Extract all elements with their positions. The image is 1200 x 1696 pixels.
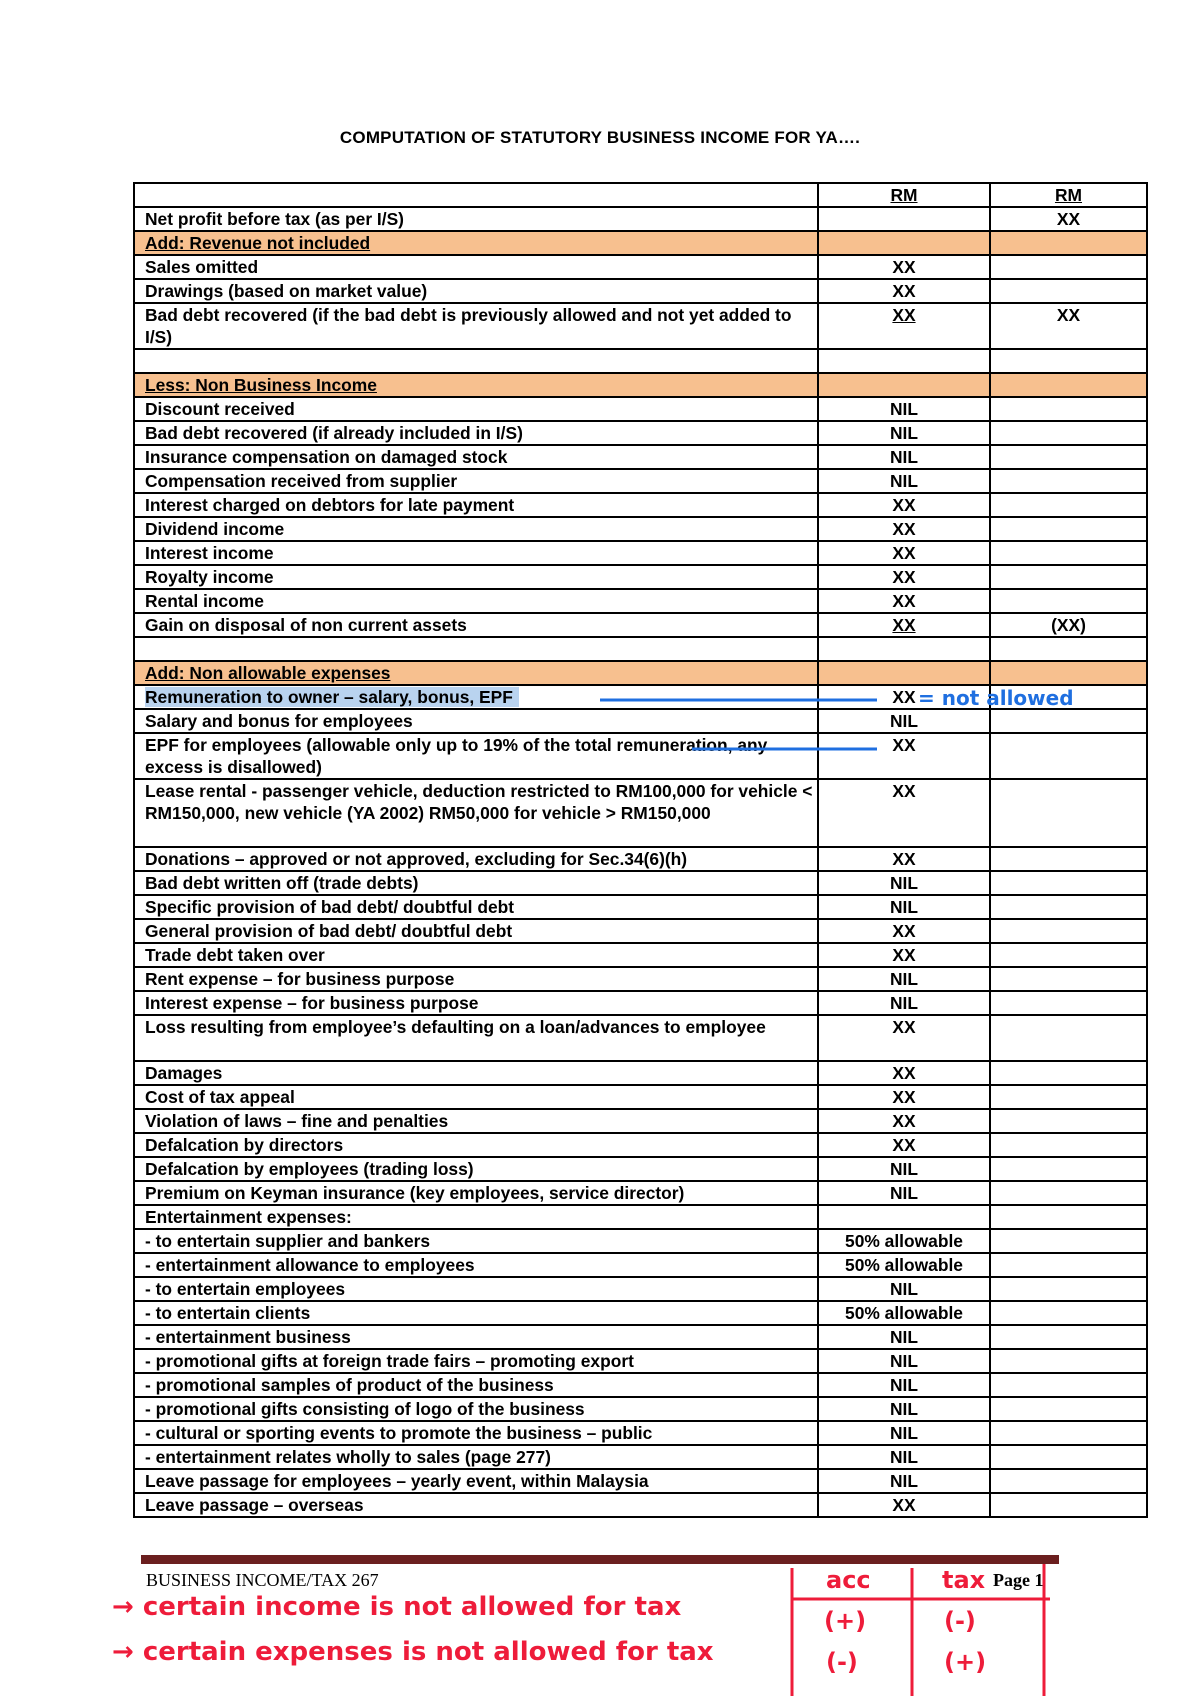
row-description-text: Loss resulting from employee’s defaulting on a loan/advances to employee: [145, 1017, 766, 1037]
row-amount-value: XX: [892, 921, 916, 941]
row-total-rm: (XX): [990, 613, 1147, 637]
row-amount-value: XX: [892, 1087, 916, 1107]
row-description-text: EPF for employees (allowable only up to 19% of the total remuneration, any excess is disallowed): [145, 735, 768, 777]
row-description-text: - to entertain clients: [145, 1303, 311, 1323]
row-description-text: - entertainment relates wholly to sales (page 277): [145, 1447, 551, 1467]
row-description-text: Interest charged on debtors for late payment: [145, 495, 515, 515]
row-description-text: Defalcation by employees (trading loss): [145, 1159, 474, 1179]
handwritten-not-allowed-note: = not allowed: [918, 686, 1074, 710]
row-amount-value: XX: [892, 519, 916, 539]
row-amount-value: XX: [892, 1495, 916, 1515]
row-amount-value: XX: [892, 1063, 916, 1083]
row-description-text: - promotional gifts at foreign trade fairs – promoting export: [145, 1351, 634, 1371]
row-description-text: Defalcation by directors: [145, 1135, 344, 1155]
row-description-text: Salary and bonus for employees: [145, 711, 413, 731]
row-description-text: Leave passage – overseas: [145, 1495, 364, 1515]
row-amount-value: NIL: [889, 1279, 918, 1299]
row-description-text: Gain on disposal of non current assets: [145, 615, 467, 635]
row-amount-value: NIL: [889, 399, 918, 419]
row-amount-value: 50% allowable: [845, 1231, 963, 1251]
row-description-text: Bad debt recovered (if the bad debt is previously allowed and not yet added to I/S): [145, 305, 792, 347]
row-amount-value: XX: [892, 945, 916, 965]
row-description-text: Rental income: [145, 591, 264, 611]
row-description-text: Dividend income: [145, 519, 285, 539]
row-description-text: - to entertain supplier and bankers: [145, 1231, 431, 1251]
row-amount-value: NIL: [889, 1423, 918, 1443]
row-amount-value: XX: [892, 591, 916, 611]
row-amount-value: NIL: [889, 1327, 918, 1347]
row-amount-value: NIL: [889, 873, 918, 893]
handwritten-tax-plus: (+): [944, 1648, 987, 1676]
row-description-text: Compensation received from supplier: [145, 471, 458, 491]
row-total-rm: XX: [990, 207, 1147, 231]
row-amount-value: NIL: [889, 1471, 918, 1491]
row-amount-value: NIL: [889, 1447, 918, 1467]
row-description-text: Insurance compensation on damaged stock: [145, 447, 508, 467]
row-description-text: - cultural or sporting events to promote the business – public: [145, 1423, 653, 1443]
handwritten-tax-heading: tax: [942, 1566, 986, 1594]
row-amount-value: XX: [892, 1017, 916, 1037]
footer-rule: [141, 1555, 1059, 1564]
row-description-text: Lease rental - passenger vehicle, deduction restricted to RM100,000 for vehicle < RM150,000, new vehicle (YA 2002) RM50,000 for vehicle > RM150,000: [145, 781, 813, 823]
handwritten-note-income: → certain income is not allowed for tax: [112, 1592, 682, 1622]
row-description-text: Drawings (based on market value): [145, 281, 428, 301]
handwritten-acc-minus: (-): [826, 1648, 858, 1676]
row-amount-value: NIL: [889, 1351, 918, 1371]
section-header-label: Less: Non Business Income: [134, 373, 818, 397]
row-amount-value: NIL: [889, 711, 918, 731]
row-description-text: Premium on Keyman insurance (key employees, service director): [145, 1183, 685, 1203]
row-description-text: - to entertain employees: [145, 1279, 346, 1299]
footer-course-label: BUSINESS INCOME/TAX 267: [146, 1570, 379, 1590]
handwritten-tax-minus: (-): [944, 1607, 976, 1635]
row-description-text: Damages: [145, 1063, 223, 1083]
section-header-label: Add: Non allowable expenses: [134, 661, 818, 685]
row-description-text: Interest income: [145, 543, 274, 563]
row-description-text: - entertainment allowance to employees: [145, 1255, 475, 1275]
row-description-text: Rent expense – for business purpose: [145, 969, 455, 989]
row-amount-value: XX: [892, 849, 916, 869]
row-amount-value: XX: [892, 687, 916, 707]
row-description-text: General provision of bad debt/ doubtful debt: [145, 921, 513, 941]
row-description-text: Violation of laws – fine and penalties: [145, 1111, 449, 1131]
handwritten-acc-heading: acc: [826, 1566, 871, 1594]
document-title: COMPUTATION OF STATUTORY BUSINESS INCOME FOR YA….: [339, 128, 861, 147]
handwritten-acc-plus: (+): [824, 1607, 867, 1635]
row-amount-value: XX: [892, 257, 916, 277]
row-amount-value: XX: [892, 281, 916, 301]
row-amount-value: NIL: [889, 969, 918, 989]
row-amount-value: XX: [892, 567, 916, 587]
row-description-text: Trade debt taken over: [145, 945, 325, 965]
row-amount-value: NIL: [889, 471, 918, 491]
row-amount-value: 50% allowable: [845, 1303, 963, 1323]
row-description-text: Sales omitted: [145, 257, 259, 277]
row-description-text: Entertainment expenses:: [145, 1207, 352, 1227]
row-description-text: Cost of tax appeal: [145, 1087, 295, 1107]
row-description-text: Donations – approved or not approved, excluding for Sec.34(6)(h): [145, 849, 688, 869]
row-amount-value: XX: [892, 543, 916, 563]
row-total-rm: XX: [990, 303, 1147, 349]
row-amount-value: XX: [892, 1111, 916, 1131]
row-amount-value: XX: [892, 495, 916, 515]
row-description-text: - promotional samples of product of the business: [145, 1375, 554, 1395]
row-description-text: - entertainment business: [145, 1327, 351, 1347]
row-amount-value: NIL: [889, 423, 918, 443]
row-amount-value: XX: [892, 735, 916, 755]
row-description-text: Specific provision of bad debt/ doubtful debt: [145, 897, 515, 917]
row-amount-value: NIL: [889, 1375, 918, 1395]
row-amount-value: NIL: [889, 447, 918, 467]
handwritten-note-expenses: → certain expenses is not allowed for tax: [112, 1637, 714, 1667]
section-header-label: Add: Revenue not included: [134, 231, 818, 255]
row-description-text: Bad debt written off (trade debts): [145, 873, 419, 893]
row-amount-value: 50% allowable: [845, 1255, 963, 1275]
row-description-text: Interest expense – for business purpose: [145, 993, 479, 1013]
header-rm-col2: RM: [990, 183, 1147, 207]
row-amount-value: NIL: [889, 993, 918, 1013]
row-amount-value: XX: [892, 781, 916, 801]
page-number: Page 1: [993, 1570, 1044, 1590]
header-rm-col1: RM: [818, 183, 990, 207]
row-description-text: Remuneration to owner – salary, bonus, EPF: [145, 687, 519, 707]
row-description-text: - promotional gifts consisting of logo of the business: [145, 1399, 585, 1419]
row-amount-value: XX: [892, 1135, 916, 1155]
row-description-text: Bad debt recovered (if already included in I/S): [145, 423, 523, 443]
row-description-text: Leave passage for employees – yearly event, within Malaysia: [145, 1471, 649, 1491]
row-amount-value: NIL: [889, 1183, 918, 1203]
row-description-text: Net profit before tax (as per I/S): [145, 209, 404, 229]
row-description-text: Royalty income: [145, 567, 274, 587]
row-amount-value: NIL: [889, 1399, 918, 1419]
row-amount-value: NIL: [889, 1159, 918, 1179]
row-amount-value: XX: [892, 615, 916, 635]
row-amount-value: XX: [892, 305, 916, 325]
row-amount-value: NIL: [889, 897, 918, 917]
row-description-text: Discount received: [145, 399, 295, 419]
